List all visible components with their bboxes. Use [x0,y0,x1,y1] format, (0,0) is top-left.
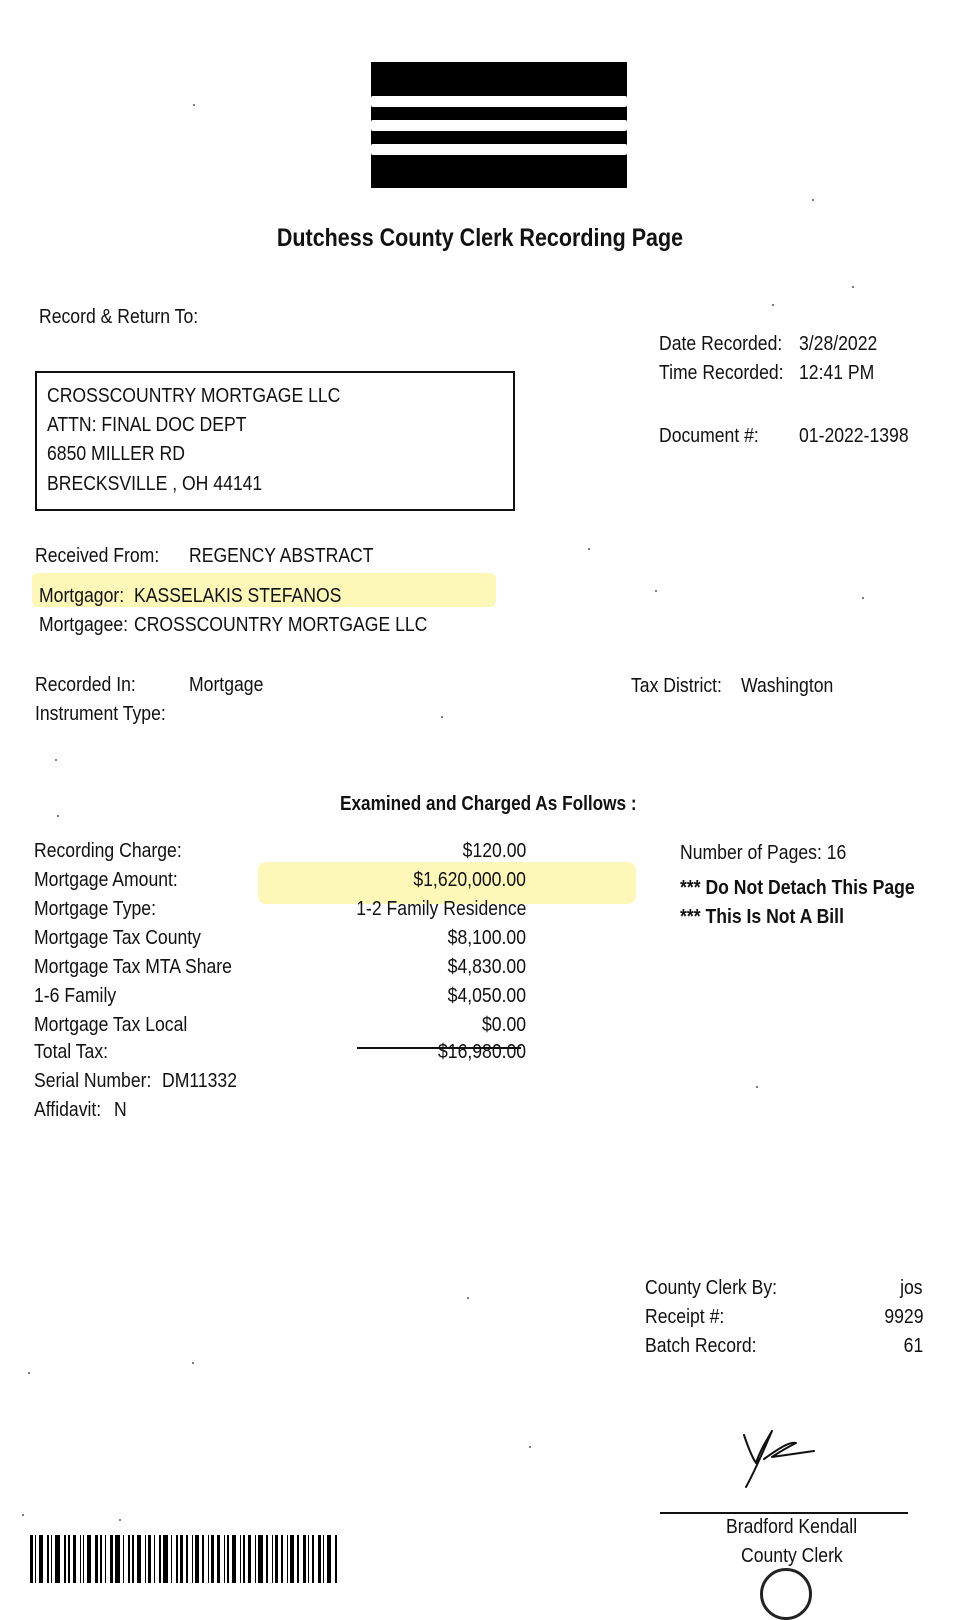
scan-speck [192,1362,194,1364]
barcode-bar [290,1535,294,1583]
batch-record-value: 61 [903,1335,923,1357]
barcode-bar [195,1535,199,1583]
barcode-bar [64,1535,66,1583]
recorded-in-label: Recorded In: [35,674,136,696]
received-from-value: REGENCY ABSTRACT [189,545,374,567]
barcode-bar [217,1535,220,1583]
barcode-bar [327,1535,331,1583]
barcode-bar [128,1535,130,1583]
barcode-bar [202,1535,204,1583]
barcode-bar [287,1535,288,1583]
barcode-bar [105,1535,106,1583]
barcode-bar [145,1535,146,1583]
clerk-name: Bradford Kendall [726,1516,858,1538]
mortgagee-value: CROSSCOUNTRY MORTGAGE LLC [134,614,428,636]
not-a-bill-note: *** This Is Not A Bill [680,906,844,928]
charge-label: 1-6 Family [34,985,117,1007]
county-logo-icon [371,62,627,188]
barcode-bar [303,1535,306,1583]
charge-value: $120.00 [462,840,526,862]
charge-label: Mortgage Type: [34,898,156,920]
barcode-bar [100,1535,102,1583]
charge-value: $8,100.00 [447,927,526,949]
barcode-bar [55,1535,60,1583]
barcode-bar [323,1535,324,1583]
barcode-bar [132,1535,134,1583]
scan-speck [588,548,590,550]
charge-label: Recording Charge: [34,840,182,862]
clerk-title: County Clerk [741,1545,843,1567]
barcode-bar [51,1535,52,1583]
scan-speck [28,1372,30,1374]
barcode-bar [68,1535,70,1583]
barcode-bar [180,1535,183,1583]
barcode-bar [266,1535,268,1583]
recorded-in-value: Mortgage [189,674,264,696]
barcode-icon [30,1535,490,1583]
receipt-value: 9929 [883,1306,923,1328]
scan-speck [22,1514,24,1516]
scan-speck [862,597,864,599]
receipt-label: Receipt #: [645,1306,725,1328]
barcode-bar [80,1535,81,1583]
barcode-bar [335,1535,337,1583]
barcode-bar [176,1535,178,1583]
serial-number-label: Serial Number: [34,1070,152,1092]
address-line: BRECKSVILLE , OH 44141 [47,473,263,495]
record-return-label: Record & Return To: [39,306,199,328]
document-number-label: Document #: [659,425,759,447]
scan-speck [756,1086,758,1088]
scan-speck [55,759,57,761]
barcode-bar [123,1535,124,1583]
barcode-bar [110,1535,113,1583]
barcode-bar [148,1535,151,1583]
barcode-bar [255,1535,256,1583]
barcode-bar [258,1535,263,1583]
charge-label: Mortgage Tax County [34,927,201,949]
charges-heading: Examined and Charged As Follows : [340,793,637,815]
barcode-bar [272,1535,273,1583]
barcode-bar [232,1535,236,1583]
charge-value: 1-2 Family Residence [355,898,526,920]
barcode-bar [243,1535,245,1583]
barcode-bar [308,1535,309,1583]
barcode-bar [281,1535,283,1583]
document-number-value: 01-2022-1398 [799,425,909,447]
barcode-bar [163,1535,168,1583]
barcode-bar [192,1535,193,1583]
time-recorded-label: Time Recorded: [659,362,784,384]
number-of-pages: Number of Pages: 16 [680,842,847,864]
barcode-bar [240,1535,241,1583]
tax-district-label: Tax District: [631,675,722,697]
barcode-bar [318,1535,321,1583]
page-title: Dutchess County Clerk Recording Page [276,224,684,252]
signature-line [660,1512,908,1514]
barcode-bar [186,1535,188,1583]
do-not-detach-note: *** Do Not Detach This Page [680,877,915,899]
barcode-bar [312,1535,314,1583]
barcode-bar [248,1535,251,1583]
barcode-bar [211,1535,214,1583]
scan-speck [193,104,195,106]
time-recorded-value: 12:41 PM [799,362,875,384]
scan-speck [441,716,443,718]
barcode-bar [35,1535,36,1583]
date-recorded-value: 3/28/2022 [799,333,878,355]
signature-icon [738,1425,828,1497]
barcode-bar [30,1535,33,1583]
barcode-bar [159,1535,161,1583]
barcode-bar [83,1535,84,1583]
tax-district-value: Washington [741,675,834,697]
scan-speck [467,1297,469,1299]
charge-label: Mortgage Tax MTA Share [34,956,232,978]
mortgagee-label: Mortgagee: [39,614,129,636]
barcode-bar [115,1535,120,1583]
charge-value: $0.00 [481,1014,526,1036]
barcode-bar [297,1535,299,1583]
scan-speck [812,199,814,201]
charge-label: Total Tax: [34,1041,109,1063]
barcode-bar [208,1535,209,1583]
barcode-bar [171,1535,172,1583]
address-line: ATTN: FINAL DOC DEPT [47,414,247,436]
clerk-by-value: jos [900,1277,923,1299]
affidavit-value: N [114,1099,127,1121]
charge-value: $4,830.00 [447,956,526,978]
barcode-bar [47,1535,49,1583]
mortgagor-label: Mortgagor: [39,585,125,607]
barcode-bar [137,1535,141,1583]
barcode-bar [87,1535,91,1583]
county-seal-icon [760,1568,812,1620]
received-from-label: Received From: [35,545,160,567]
scan-speck [655,590,657,592]
charge-value: $16,980.00 [437,1041,526,1063]
scan-speck [57,815,59,817]
barcode-bar [227,1535,229,1583]
scan-speck [529,1446,531,1448]
barcode-bar [95,1535,98,1583]
serial-number-value: DM11332 [162,1070,238,1092]
address-line: 6850 MILLER RD [47,443,185,465]
charge-value: $1,620,000.00 [413,869,526,891]
instrument-type-label: Instrument Type: [35,703,166,725]
scan-speck [119,1519,121,1521]
barcode-bar [73,1535,76,1583]
clerk-by-label: County Clerk By: [645,1277,778,1299]
barcode-bar [224,1535,225,1583]
barcode-bar [275,1535,278,1583]
scan-speck [772,304,774,306]
charge-value: $4,050.00 [447,985,526,1007]
affidavit-label: Affidavit: [34,1099,102,1121]
batch-record-label: Batch Record: [645,1335,757,1357]
mortgagor-value: KASSELAKIS STEFANOS [134,585,342,607]
scan-speck [852,286,854,288]
barcode-bar [154,1535,155,1583]
address-line: CROSSCOUNTRY MORTGAGE LLC [47,385,341,407]
barcode-bar [39,1535,43,1583]
charge-label: Mortgage Amount: [34,869,178,891]
charge-label: Mortgage Tax Local [34,1014,188,1036]
date-recorded-label: Date Recorded: [659,333,783,355]
